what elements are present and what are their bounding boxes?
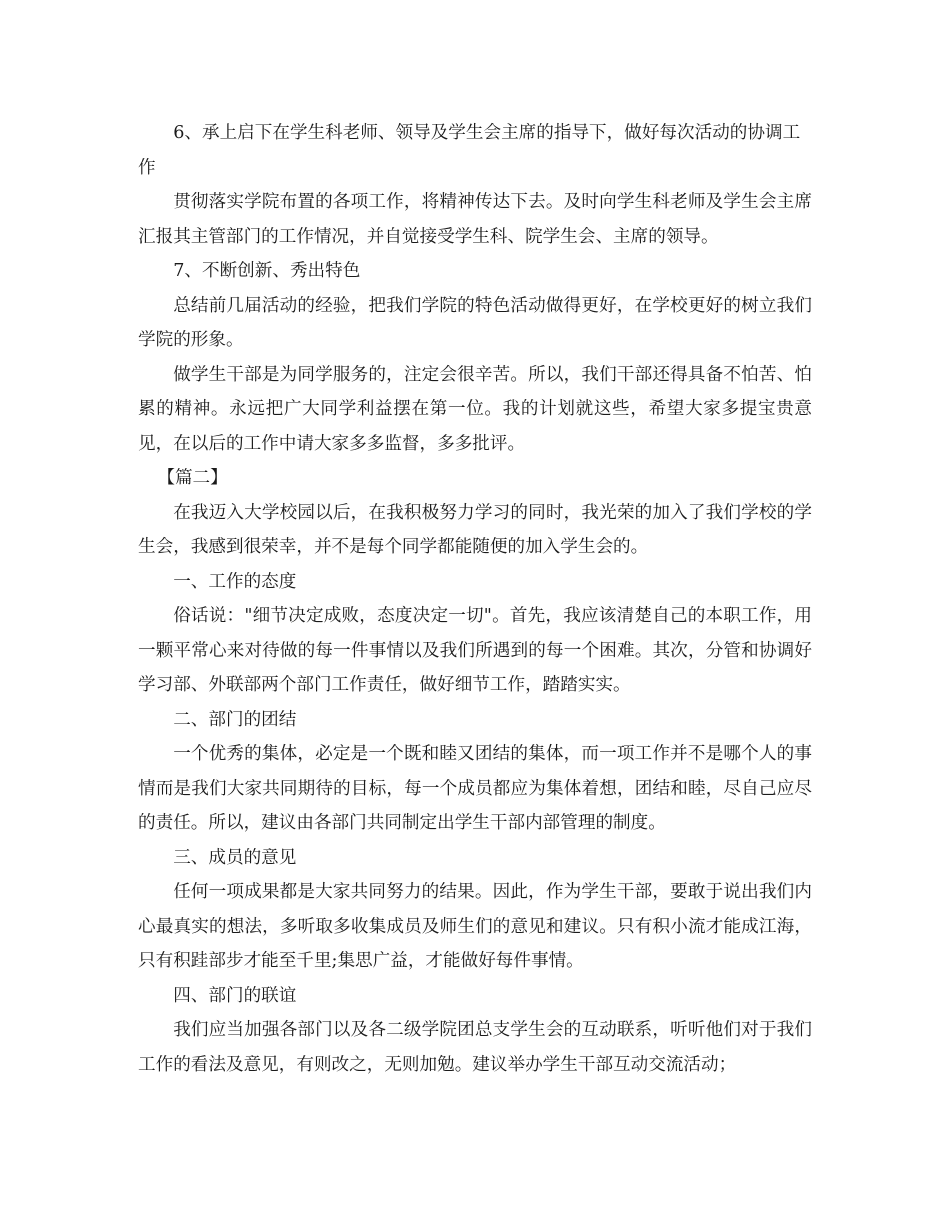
section-title-2: 二、部门的团结 [173,709,297,730]
paragraph: 做学生干部是为同学服务的，注定会很辛苦。所以，我们干部还得具备不怕苦、怕累的精神。永远把广大同学利益摆在第一位。我的计划就这些，希望大家多提宝贵意见，在以后的工作中请大家多多监督，多多批评。 [138,364,812,454]
paragraph: 贯彻落实学院布置的各项工作，将精神传达下去。及时向学生科老师及学生会主席汇报其主管部门的工作情况，并自觉接受学生科、院学生会、主席的领导。 [138,192,812,247]
paragraph: 俗话说："细节决定成败，态度决定一切"。首先，我应该清楚自己的本职工作，用一颗平常心来对待做的每一件事情以及我们所遇到的每一个困难。其次，分管和协调好学习部、外联部两个部门工作责任，做好细节工作，踏踏实实。 [138,606,812,695]
section-title-6: 6、承上启下在学生科老师、领导及学生会主席的指导下，做好每次活动的协调工作 [138,123,801,178]
section-title-1: 一、工作的态度 [173,571,297,592]
section-title-3: 三、成员的意见 [173,847,297,868]
paragraph: 总结前几届活动的经验，把我们学院的特色活动做得更好，在学校更好的树立我们学院的形象。 [138,295,812,350]
part-title: 【篇二】 [157,468,228,488]
paragraph: 任何一项成果都是大家共同努力的结果。因此，作为学生干部，要敢于说出我们内心最真实的想法，多听取多收集成员及师生们的意见和建议。只有积小流才能成江海，只有积跬部步才能至千里;集思广益，才能做好每件事情。 [138,882,812,971]
paragraph: 在我迈入大学校园以后，在我积极努力学习的同时，我光荣的加入了我们学校的学生会，我感到很荣幸，并不是每个同学都能随便的加入学生会的。 [138,502,812,557]
paragraph: 一个优秀的集体，必定是一个既和睦又团结的集体，而一项工作并不是哪个人的事情而是我们大家共同期待的目标，每一个成员都应为集体着想，团结和睦，尽自己应尽的责任。所以，建议由各部门共同制定出学生干部内部管理的制度。 [138,744,812,833]
section-title-4: 四、部门的联谊 [173,985,297,1006]
paragraph: 我们应当加强各部门以及各二级学院团总支学生会的互动联系，听听他们对于我们工作的看法及意见，有则改之，无则加勉。建议举办学生干部互动交流活动； [138,1020,812,1075]
section-title-7: 7、不断创新、秀出特色 [173,261,361,281]
document-body [138,116,812,1082]
